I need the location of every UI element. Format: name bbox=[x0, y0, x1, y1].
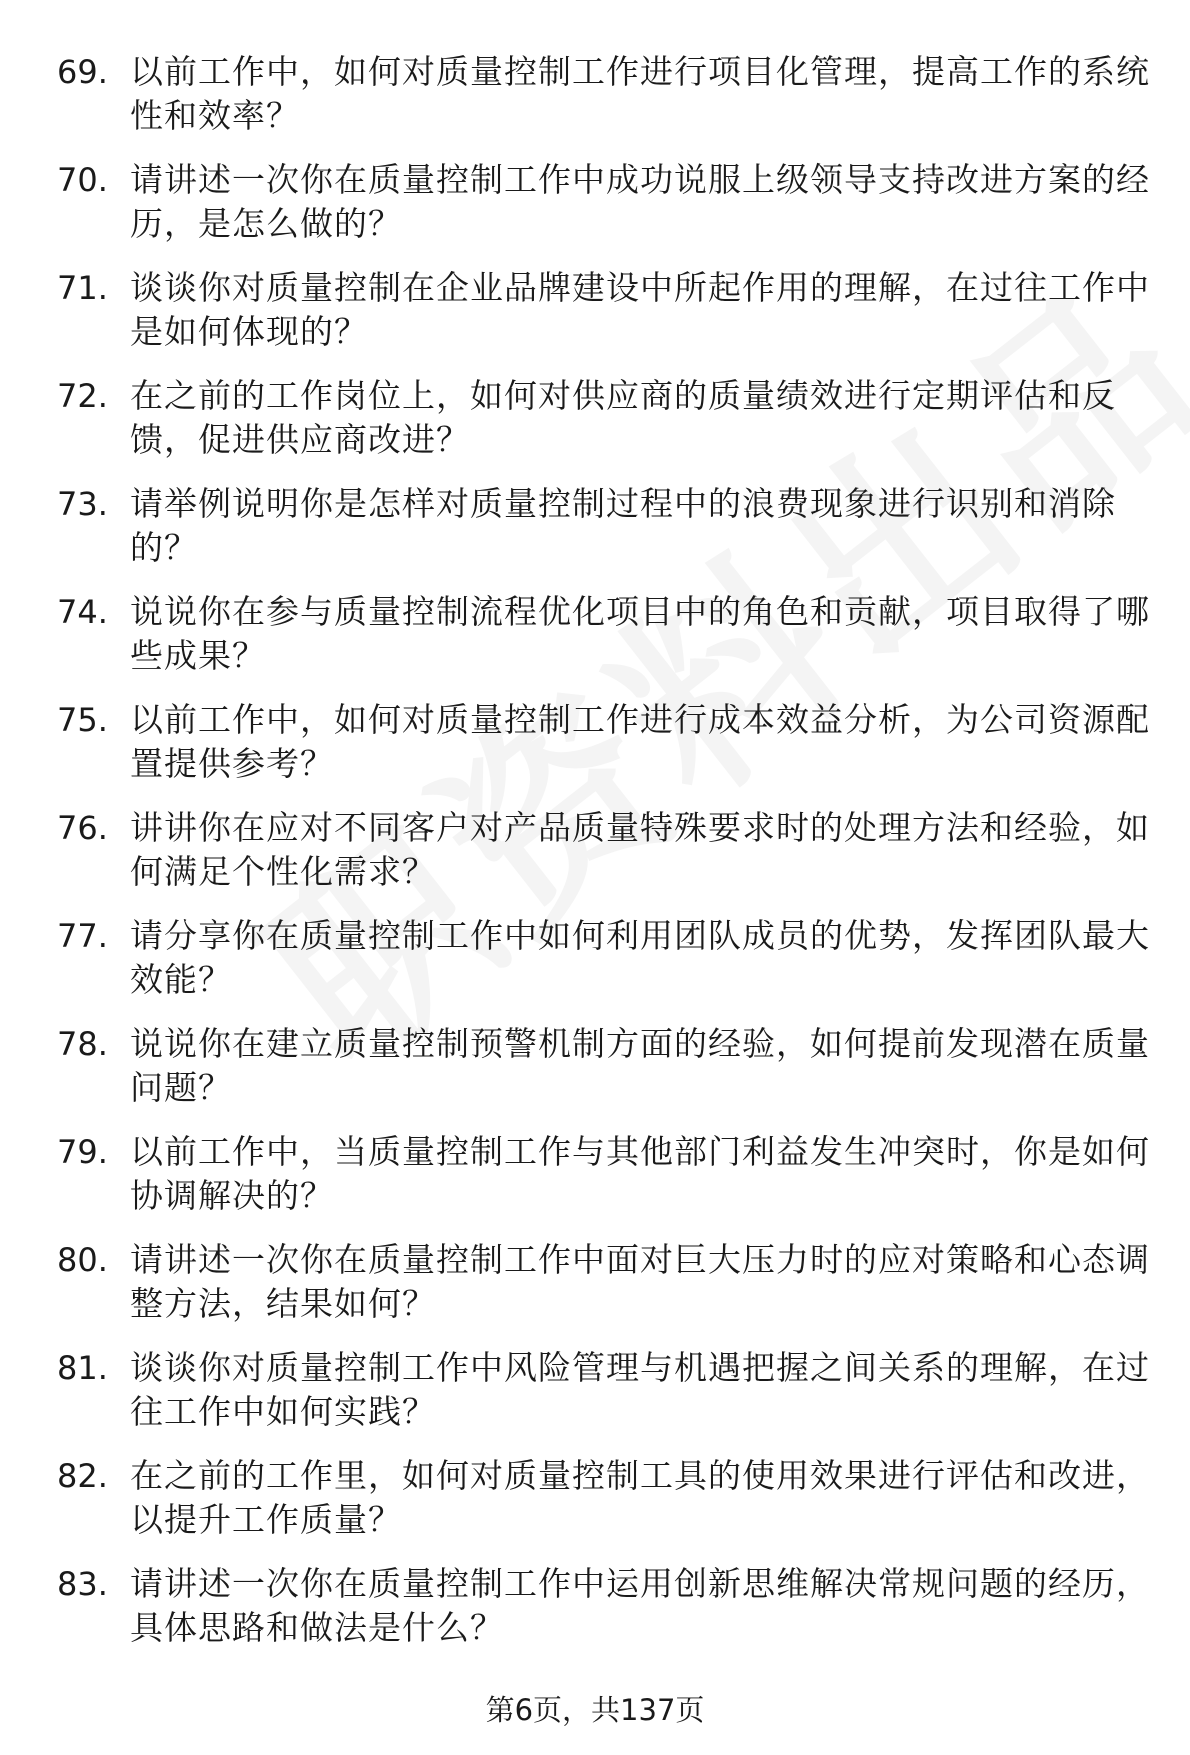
question-number: 76. bbox=[57, 809, 108, 847]
question-number: 82. bbox=[57, 1457, 108, 1495]
question-item bbox=[0, 374, 1190, 482]
question-text: 请分享你在质量控制工作中如何利用团队成员的优势，发挥团队最大效能？ bbox=[130, 916, 1150, 999]
question-item bbox=[0, 1454, 1190, 1562]
question-number: 75. bbox=[57, 701, 108, 739]
question-number: 83. bbox=[57, 1565, 108, 1603]
question-item bbox=[0, 1562, 1190, 1670]
question-item bbox=[0, 590, 1190, 698]
question-number: 77. bbox=[57, 917, 108, 955]
question-text: 在之前的工作岗位上，如何对供应商的质量绩效进行定期评估和反馈，促进供应商改进？ bbox=[130, 376, 1116, 459]
question-item bbox=[0, 1130, 1190, 1238]
question-text: 谈谈你对质量控制工作中风险管理与机遇把握之间关系的理解，在过往工作中如何实践？ bbox=[130, 1348, 1150, 1431]
page-indicator: 第6页，共137页 bbox=[485, 1693, 705, 1727]
question-item bbox=[0, 50, 1190, 158]
question-text: 请讲述一次你在质量控制工作中面对巨大压力时的应对策略和心态调整方法，结果如何？ bbox=[130, 1240, 1150, 1323]
question-item bbox=[0, 1238, 1190, 1346]
question-number: 69. bbox=[57, 53, 108, 91]
question-text: 请举例说明你是怎样对质量控制过程中的浪费现象进行识别和消除的？ bbox=[130, 484, 1116, 567]
question-number: 73. bbox=[57, 485, 108, 523]
question-number: 74. bbox=[57, 593, 108, 631]
question-item bbox=[0, 1346, 1190, 1454]
question-number: 79. bbox=[57, 1133, 108, 1171]
question-number: 70. bbox=[57, 161, 108, 199]
question-text: 以前工作中，当质量控制工作与其他部门利益发生冲突时，你是如何协调解决的？ bbox=[130, 1132, 1150, 1215]
question-text: 谈谈你对质量控制在企业品牌建设中所起作用的理解，在过往工作中是如何体现的？ bbox=[130, 268, 1150, 351]
question-text: 以前工作中，如何对质量控制工作进行项目化管理，提高工作的系统性和效率？ bbox=[130, 52, 1150, 135]
question-item bbox=[0, 158, 1190, 266]
question-item bbox=[0, 1022, 1190, 1130]
question-text: 说说你在参与质量控制流程优化项目中的角色和贡献，项目取得了哪些成果？ bbox=[130, 592, 1150, 675]
question-text: 以前工作中，如何对质量控制工作进行成本效益分析，为公司资源配置提供参考？ bbox=[130, 700, 1150, 783]
question-text: 讲讲你在应对不同客户对产品质量特殊要求时的处理方法和经验，如何满足个性化需求？ bbox=[130, 808, 1150, 891]
question-text: 在之前的工作里，如何对质量控制工具的使用效果进行评估和改进，以提升工作质量？ bbox=[130, 1456, 1150, 1539]
question-number: 80. bbox=[57, 1241, 108, 1279]
question-list bbox=[0, 50, 1190, 1670]
question-text: 说说你在建立质量控制预警机制方面的经验，如何提前发现潜在质量问题？ bbox=[130, 1024, 1150, 1107]
question-item bbox=[0, 806, 1190, 914]
question-number: 72. bbox=[57, 377, 108, 415]
question-number: 71. bbox=[57, 269, 108, 307]
question-number: 81. bbox=[57, 1349, 108, 1387]
question-item bbox=[0, 698, 1190, 806]
question-item bbox=[0, 482, 1190, 590]
question-text: 请讲述一次你在质量控制工作中运用创新思维解决常规问题的经历，具体思路和做法是什么？ bbox=[130, 1564, 1150, 1647]
question-number: 78. bbox=[57, 1025, 108, 1063]
question-item bbox=[0, 266, 1190, 374]
question-item bbox=[0, 914, 1190, 1022]
question-text: 请讲述一次你在质量控制工作中成功说服上级领导支持改进方案的经历，是怎么做的？ bbox=[130, 160, 1150, 243]
